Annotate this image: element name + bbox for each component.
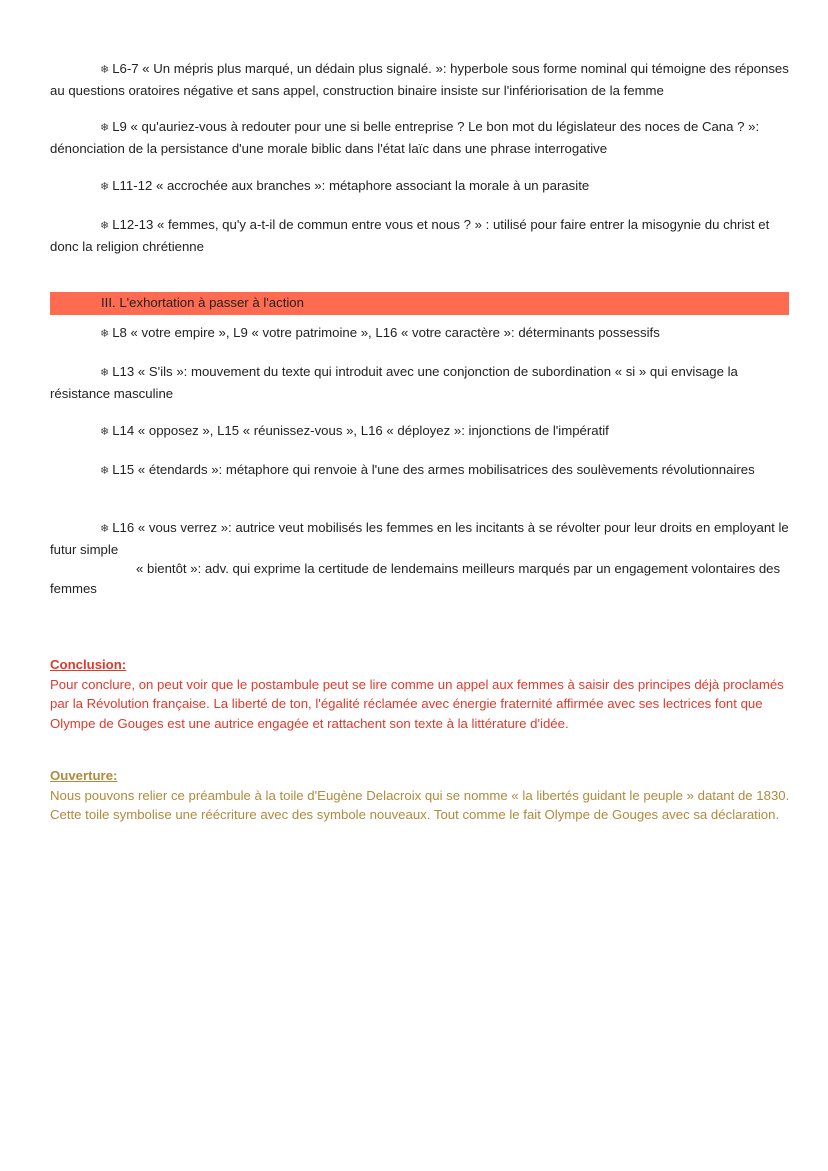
list-sub-item: « bientôt »: adv. qui exprime la certitude de lendemains meilleurs marqués par un engagement volontaires des femmes: [50, 561, 781, 596]
section-banner: [50, 292, 789, 315]
list-item: ❄ L9 « qu'auriez-vous à redouter pour une si belle entreprise ? Le bon mot du législateur des noces de Cana ? »: dénonciation de la persistance d'une morale biblic dans l'état laïc dans une phrase interrogative: [50, 119, 760, 156]
list-item: ❄ L14 « opposez », L15 « réunissez-vous », L16 « déployez »: injonctions de l'impératif: [100, 423, 609, 438]
snowflake-icon: ❄: [100, 426, 110, 438]
ouverture-section: [50, 766, 790, 825]
snowflake-icon: ❄: [100, 367, 110, 379]
snowflake-icon: ❄: [100, 220, 110, 232]
snowflake-icon: ❄: [100, 465, 110, 477]
ouverture-heading: Ouverture:: [50, 768, 118, 783]
list-item: ❄ L8 « votre empire », L9 « votre patrimoine », L16 « votre caractère »: déterminants possessifs: [100, 325, 660, 340]
list-item: ❄ L16 « vous verrez »: autrice veut mobilisés les femmes en les incitants à se révolter pour leur droits en employant le futur simple « bientôt »: adv. qui exprime la certitude de lendemains meilleurs marqués par un engagement volontaires des femmes: [50, 518, 790, 598]
conclusion-section: [50, 655, 790, 733]
conclusion-text: Pour conclure, on peut voir que le postambule peut se lire comme un appel aux femmes à saisir des principes déjà proclamés par la Révolution française. La liberté de ton, l'égalité réclamée avec énergie fraternité affirmée avec ses lectrices font que Olympe de Gouges est une autrice engagée et rattachent son texte à la littérature d'idée.: [50, 676, 784, 731]
snowflake-icon: ❄: [100, 181, 110, 193]
ouverture-text: Nous pouvons relier ce préambule à la toile d'Eugène Delacroix qui se nomme « la libertés guidant le peuple » datant de 1830. Cette toile symbolise une réécriture avec des symbole nouveaux. Tout comme le fait Olympe de Gouges avec sa déclaration.: [50, 787, 790, 822]
section-title: III. L'exhortation à passer à l'action: [101, 295, 304, 310]
list-item: ❄ L12-13 « femmes, qu'y a-t-il de commun entre vous et nous ? » : utilisé pour faire entrer la misogynie du christ et donc la religion chrétienne: [50, 217, 770, 254]
conclusion-heading: Conclusion:: [50, 657, 127, 672]
snowflake-icon: ❄: [100, 64, 110, 76]
snowflake-icon: ❄: [100, 328, 110, 340]
list-item: ❄ L13 « S'ils »: mouvement du texte qui introduit avec une conjonction de subordination « si » qui envisage la résistance masculine: [50, 364, 738, 401]
list-item: ❄ L15 « étendards »: métaphore qui renvoie à l'une des armes mobilisatrices des soulèvements révolutionnaires: [100, 462, 755, 477]
list-item: ❄ L6-7 « Un mépris plus marqué, un dédain plus signalé. »: hyperbole sous forme nominal qui témoigne des réponses au questions oratoires négative et sans appel, construction binaire insiste sur l'infériorisation de la femme: [50, 61, 789, 98]
snowflake-icon: ❄: [100, 122, 110, 134]
list-item: ❄ L11-12 « accrochée aux branches »: métaphore associant la morale à un parasite: [100, 178, 590, 193]
snowflake-icon: ❄: [100, 523, 110, 535]
